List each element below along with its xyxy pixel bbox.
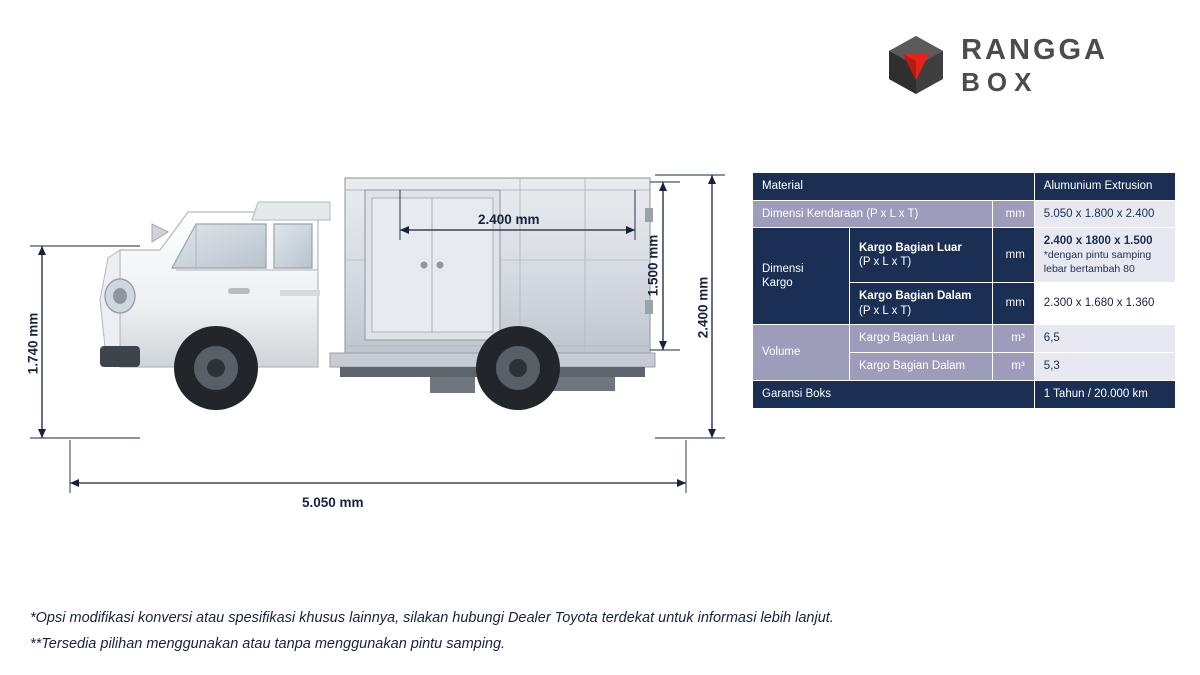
cell-vehicle-dim-value: 5.050 x 1.800 x 2.400 [1034,200,1175,228]
cell-material-label: Material [753,173,1035,201]
cell-volume-inner-sublabel: Kargo Bagian Dalam [850,353,993,381]
cargo-dim-label-line1: Dimensi [762,262,804,275]
dim-label-vehicle-length: 5.050 mm [302,495,364,510]
cell-volume-inner-unit: m³ [993,353,1035,381]
brand-name: RANGGA [961,33,1108,66]
cell-volume-outer-value: 6,5 [1034,325,1175,353]
cargo-outer-sub-line2: (P x L x T) [859,256,912,269]
cell-cargo-outer-sublabel [850,228,993,283]
cargo-outer-sub-line1: Kargo Bagian Luar [859,241,962,254]
brand-wordmark [961,33,1108,97]
footnote-line-1: *Opsi modifikasi konversi atau spesifikasi khusus lainnya, silakan hubungi Dealer Toyota terdekat untuk informasi lebih lanjut. [30,610,834,627]
cube-logo-icon [885,34,947,96]
cargo-outer-value: 2.400 x 1800 x 1.500 [1043,235,1153,248]
cell-cargo-inner-sublabel [850,283,993,325]
dim-label-cargo-height: 1.500 mm [645,234,661,297]
truck-illustration [0,150,740,540]
cell-vehicle-dim-label: Dimensi Kendaraan (P x L x T) [753,200,993,228]
brand-subname: BOX [961,66,1039,97]
dim-label-vehicle-height: 2.400 mm [695,276,711,339]
cargo-outer-note-line1: *dengan pintu samping [1043,249,1152,262]
cell-cargo-outer-value [1034,228,1175,283]
dim-label-cabin-height: 1.740 mm [25,312,41,375]
brand-logo [885,34,1108,96]
table-row [753,228,1176,283]
cell-cargo-dim-group-label [753,228,850,325]
vehicle-diagram [0,150,740,540]
cell-vehicle-dim-unit: mm [993,200,1035,228]
cell-volume-inner-value: 5,3 [1034,353,1175,381]
cargo-inner-sub-line2: (P x L x T) [859,304,912,317]
cell-cargo-inner-unit: mm [993,283,1035,325]
cell-warranty-label: Garansi Boks [753,380,1035,408]
cargo-outer-note-line2: lebar bertambah 80 [1043,262,1135,275]
cell-warranty-value: 1 Tahun / 20.000 km [1034,380,1175,408]
dim-label-cargo-length: 2.400 mm [478,212,540,227]
table-row [753,380,1176,408]
truck-body-graphic [100,178,655,410]
cell-volume-outer-sublabel: Kargo Bagian Luar [850,325,993,353]
specification-table [752,172,1176,409]
footnote-line-2: **Tersedia pilihan menggunakan atau tanpa menggunakan pintu samping. [30,635,506,652]
table-row [753,173,1176,201]
cell-cargo-outer-unit: mm [993,228,1035,283]
table-row [753,325,1176,353]
cell-material-value: Alumunium Extrusion [1034,173,1175,201]
cargo-inner-sub-line1: Kargo Bagian Dalam [859,290,972,303]
cargo-dim-label-line2: Kargo [762,277,793,290]
footnotes [30,606,1030,657]
table-row [753,200,1176,228]
cell-volume-outer-unit: m³ [993,325,1035,353]
cell-volume-group-label: Volume [753,325,850,380]
cell-cargo-inner-value: 2.300 x 1.680 x 1.360 [1034,283,1175,325]
